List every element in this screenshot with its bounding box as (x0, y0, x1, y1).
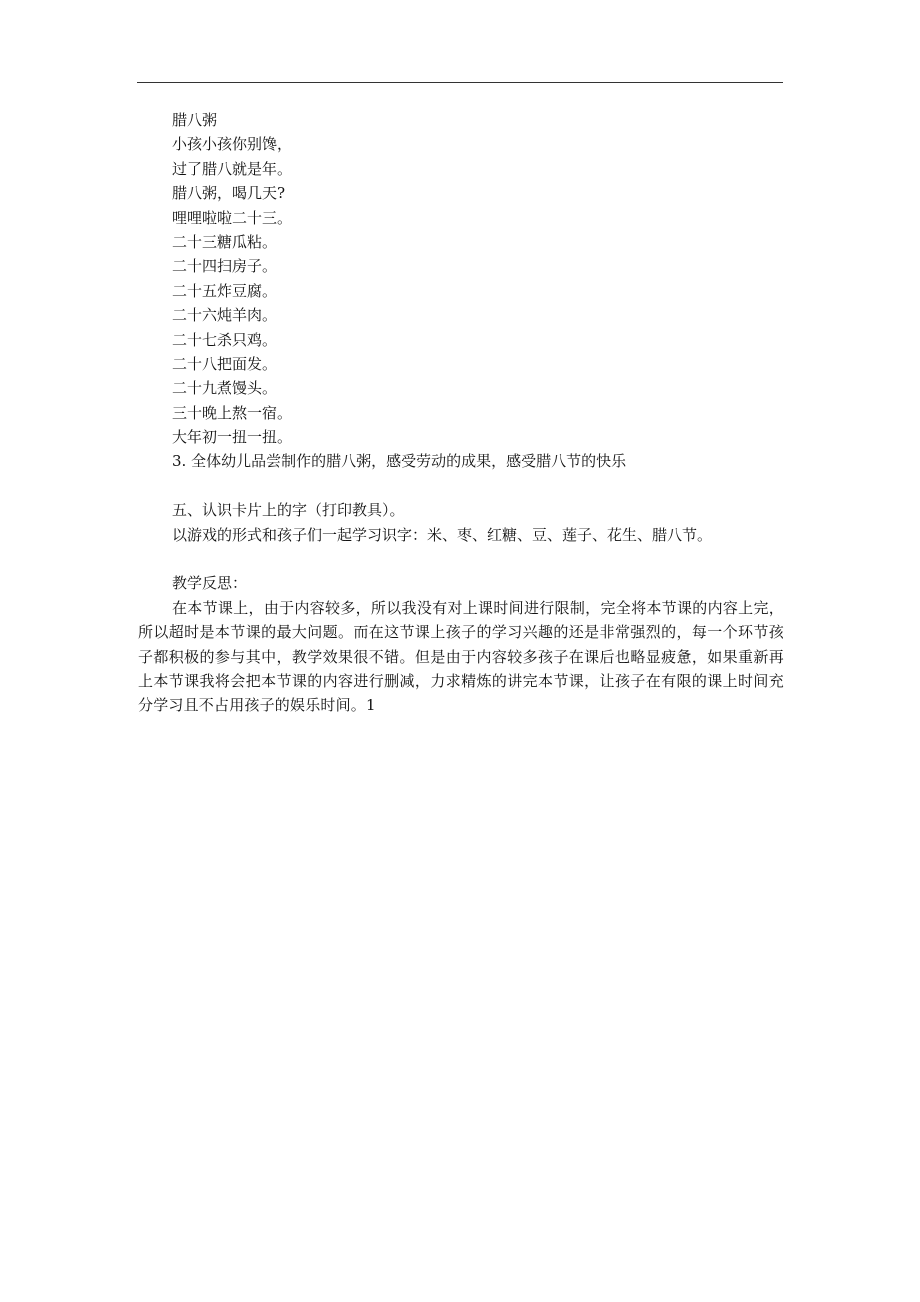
section-5-body: 以游戏的形式和孩子们一起学习识字：米、枣、红糖、豆、莲子、花生、腊八节。 (172, 525, 713, 544)
poem-line: 大年初一扭一扭。 (172, 428, 293, 447)
reflection-paragraph: 在本节课上，由于内容较多，所以我没有对上课时间进行限制，完全将本节课的内容上完，所以超时是本节课的最大问题。而在这节课上孩子的学习兴趣的还是非常强烈的，每一个环节孩子都积极的参与其中，教学效果很不错。但是由于内容较多孩子在课后也略显疲惫，如果重新再上本节课我将会把本节课的内容进行删减，力求精炼的讲完本节课，让孩子在有限的课上时间充分学习且不占用孩子的娱乐时间。1 (138, 598, 784, 715)
poem-title: 腊八粥 (172, 111, 218, 129)
poem-line: 二十三糖瓜粘。 (172, 232, 278, 251)
section-5-heading: 五、认识卡片上的字（打印教具）。 (172, 501, 405, 520)
poem-line: 二十九煮馒头。 (172, 379, 278, 398)
spacer (172, 474, 788, 498)
poem-line: 哩哩啦啦二十三。 (172, 208, 293, 227)
reflection-heading: 教学反思： (172, 574, 248, 593)
poem-line: 二十八把面发。 (172, 354, 278, 373)
poem-line: 三十晚上熬一宿。 (172, 403, 293, 422)
spacer (172, 547, 788, 571)
poem-line: 二十四扫房子。 (172, 257, 278, 276)
poem-line: 过了腊八就是年。 (172, 159, 293, 178)
poem-line: 小孩小孩你别馋， (172, 135, 293, 154)
poem-line: 二十五炸豆腐。 (172, 281, 278, 300)
poem-line: 二十六炖羊肉。 (172, 306, 278, 325)
poem-line: 腊八粥，喝几天? (172, 184, 286, 203)
poem-line: 二十七杀只鸡。 (172, 330, 278, 349)
step-3-text: 3. 全体幼儿品尝制作的腊八粥，感受劳动的成果，感受腊八节的快乐 (172, 452, 627, 471)
document-body (138, 108, 788, 718)
header-rule (137, 82, 783, 83)
